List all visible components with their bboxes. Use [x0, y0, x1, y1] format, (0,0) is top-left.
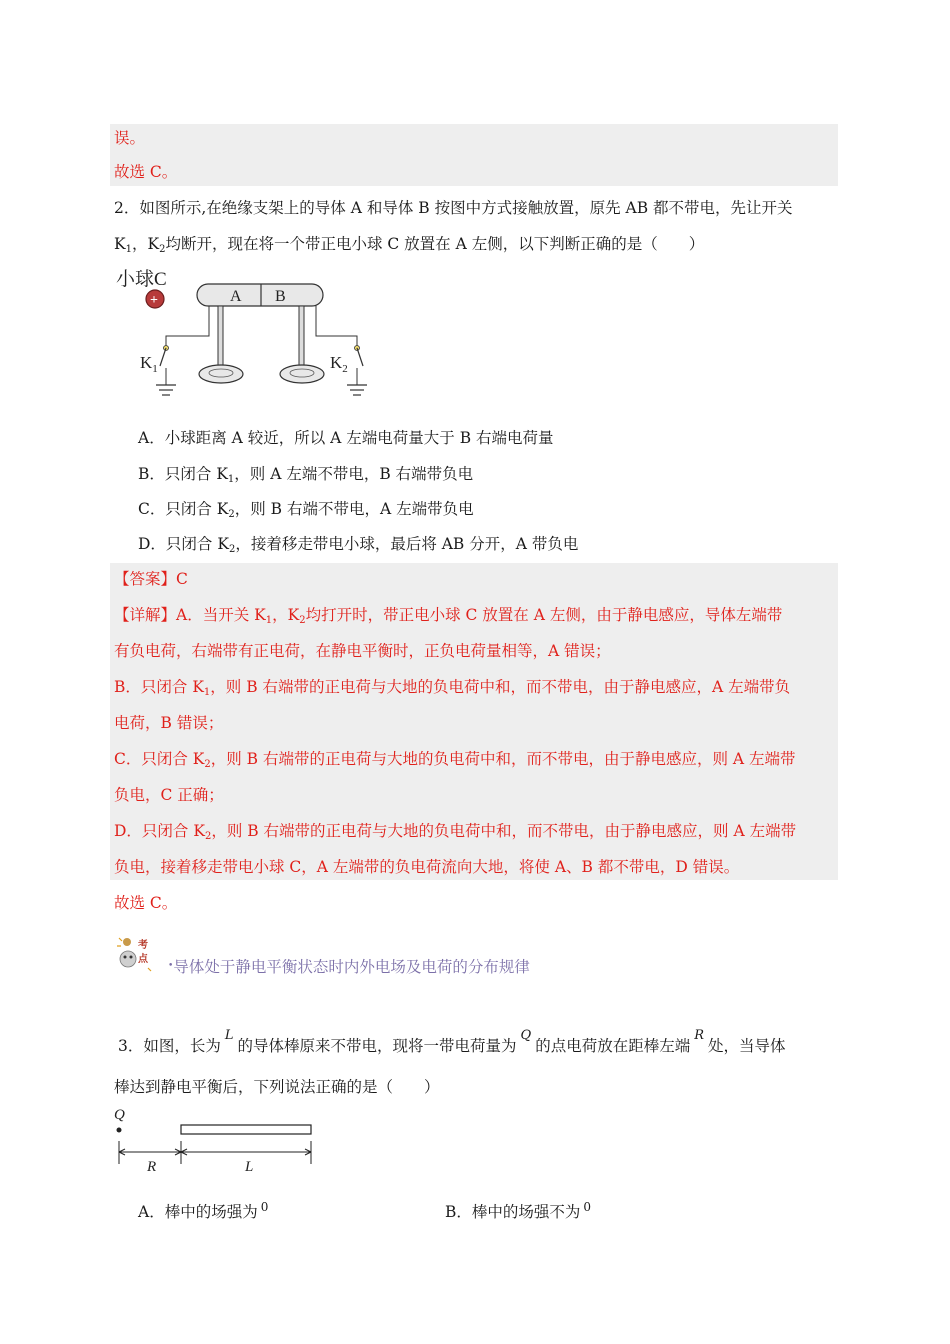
q3-stem-line1: 3．如图，长为$^L$的导体棒原来不带电，现将一带电荷量为$^Q$的点电荷放在距棒左端$^R$处，当导体 [118, 1028, 786, 1055]
kaodian-icon [114, 932, 158, 976]
fig-r-label: R [147, 1159, 157, 1175]
conductor-rod [181, 1125, 311, 1134]
svg-text:考: 考 [138, 940, 148, 951]
q2-answer: 【答案】C [114, 570, 188, 588]
stand-b-post [299, 306, 304, 372]
q2-detail-l1: 【详解】A．当开关 $K_1$，$K_2$均打开时，带正电小球 C 放置在 A 左侧，由于静电感应，导体左端带 [114, 606, 783, 626]
kaodian-text: •导体处于静电平衡状态时内外电场及电荷的分布规律 [168, 958, 530, 976]
wire-k1 [166, 306, 209, 347]
conductor-body [197, 284, 323, 306]
stand-b-base [280, 365, 324, 383]
q3-option-a: A．棒中的场强为 $^0$ [138, 1200, 269, 1221]
prev-answer-choice: 故选 C。 [114, 163, 178, 181]
q3-stem-line2: 棒达到静电平衡后，下列说法正确的是（ ） [114, 1078, 440, 1096]
fig-l-label: L [245, 1159, 254, 1175]
q2-detail-l2: 有负电荷，右端带有正电荷，在静电平衡时，正负电荷量相等，A 错误； [114, 642, 611, 660]
switch-k2 [357, 348, 363, 366]
conductor-a-label: A [230, 288, 242, 305]
stand-a-base [199, 365, 243, 383]
k2-label: $K_2$ [330, 353, 348, 375]
ball-label: 小球C [116, 269, 167, 290]
prev-answer-tail: 误。 [114, 129, 146, 147]
q3-figure [110, 1104, 320, 1176]
q2-detail-l4: 电荷，B 错误； [114, 714, 224, 732]
q2-option-b: B．只闭合 $K_1$，则 A 左端不带电，B 右端带负电 [138, 465, 474, 485]
ball-plus: + [150, 293, 158, 308]
q2-option-c: C．只闭合 $K_2$，则 B 右端不带电，A 左端带负电 [138, 500, 474, 520]
q2-figure [114, 262, 384, 407]
q2-detail-l7: D．只闭合 $K_2$，则 B 右端带的正电荷与大地的负电荷中和，而不带电，由于静电感应，则 A 左端带 [114, 822, 797, 842]
q2-choice: 故选 C。 [114, 894, 178, 912]
q2-detail-l3: B．只闭合 $K_1$，则 B 右端带的正电荷与大地的负电荷中和，而不带电，由于静电感应，A 左端带负 [114, 678, 791, 698]
fig-q-label: Q [114, 1107, 125, 1123]
q2-option-d: D．只闭合 $K_2$，接着移走带电小球，最后将 AB 分开，A 带负电 [138, 535, 579, 555]
point-charge [117, 1128, 122, 1133]
q3-option-b: B．棒中的场强不为 $^0$ [445, 1200, 592, 1221]
prev-answer-block [110, 124, 838, 186]
switch-k1 [160, 348, 166, 366]
q2-detail-l8: 负电，接着移走带电小球 C，A 左端带的负电荷流向大地，将使 A、B 都不带电，D 错误。 [114, 858, 740, 876]
q2-detail-l5: C．只闭合 $K_2$，则 B 右端带的正电荷与大地的负电荷中和，而不带电，由于静电感应，则 A 左端带 [114, 750, 796, 770]
q2-detail-l6: 负电，C 正确； [114, 786, 224, 804]
q2-stem-line2: $K_1$，$K_2$均断开，现在将一个带正电小球 C 放置在 A 左侧，以下判断正确的是（ ） [114, 235, 705, 255]
k1-label: $K_1$ [140, 353, 158, 375]
q2-stem-line1: 2．如图所示,在绝缘支架上的导体 A 和导体 B 按图中方式接触放置，原先 AB 都不带电，先让开关 [114, 199, 793, 217]
wire-k2 [316, 306, 357, 347]
conductor-b-label: B [275, 288, 286, 305]
svg-text:点: 点 [138, 954, 148, 965]
stand-a-post [218, 306, 223, 372]
q2-option-a: A．小球距离 A 较近，所以 A 左端电荷量大于 B 右端电荷量 [138, 429, 554, 447]
